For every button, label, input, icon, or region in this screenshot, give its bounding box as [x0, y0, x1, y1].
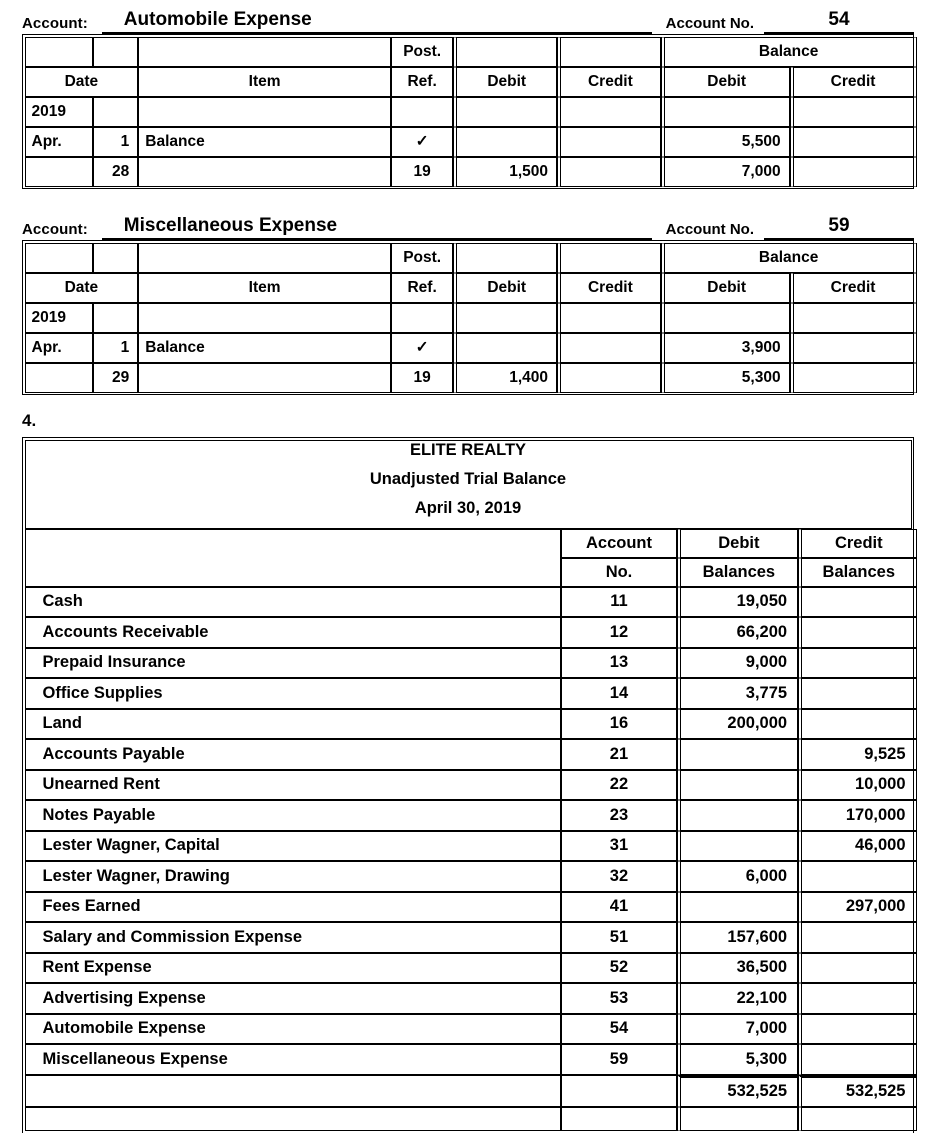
- table-row: [25, 739, 917, 770]
- ledger-header-row-2: [25, 67, 917, 97]
- header-blank-credit: [557, 37, 661, 67]
- table-row: [25, 648, 917, 679]
- blank-cell: [561, 1107, 676, 1131]
- ledger-table-2-frame: [22, 240, 914, 395]
- header-account-no-line2: No.: [561, 558, 676, 587]
- ledger-header-row-1: [25, 243, 917, 273]
- cell-month: Apr.: [25, 333, 93, 363]
- account-no: 14: [561, 678, 676, 709]
- account-no: 52: [561, 953, 676, 984]
- cell-post-ref: 19: [391, 363, 453, 393]
- cell-balance-credit: [790, 333, 917, 363]
- header-blank-item: [138, 37, 391, 67]
- cell-day: [93, 97, 138, 127]
- credit-balance: [798, 709, 916, 740]
- header-account-title-blank: [25, 529, 562, 587]
- cell-item: [138, 303, 391, 333]
- account-no: 41: [561, 892, 676, 923]
- cell-debit: [453, 97, 557, 127]
- cell-item: [138, 363, 391, 393]
- account-title: Land: [25, 709, 562, 740]
- account-name-field: [102, 9, 652, 34]
- cell-debit: [453, 333, 557, 363]
- statement-title: Unadjusted Trial Balance: [369, 469, 567, 488]
- total-debit: 532,525: [677, 1075, 798, 1108]
- header-blank-date: [25, 37, 93, 67]
- header-blank-date: [25, 243, 93, 273]
- cell-credit: [557, 97, 661, 127]
- account-title: Rent Expense: [25, 953, 562, 984]
- cell-credit: [557, 157, 661, 187]
- account-title: Automobile Expense: [25, 1014, 562, 1045]
- cell-item: Balance: [138, 127, 391, 157]
- blank-cell: [798, 1107, 916, 1131]
- debit-balance: 5,300: [677, 1044, 798, 1075]
- account-no: 23: [561, 800, 676, 831]
- debit-balance: 9,000: [677, 648, 798, 679]
- ledger-table-1-frame: [22, 34, 914, 189]
- table-row: [25, 1014, 917, 1045]
- credit-balance: [798, 922, 916, 953]
- trial-balance-title-block: [25, 440, 912, 529]
- blank-cell: [25, 1107, 562, 1131]
- cell-balance-credit: [790, 97, 917, 127]
- credit-balance: [798, 648, 916, 679]
- cell-day: 29: [93, 363, 138, 393]
- account-title: Lester Wagner, Drawing: [25, 861, 562, 892]
- account-title: Accounts Receivable: [25, 617, 562, 648]
- credit-balance: [798, 861, 916, 892]
- cell-month: [25, 363, 93, 393]
- account-title: Unearned Rent: [25, 770, 562, 801]
- credit-balance: 10,000: [798, 770, 916, 801]
- account-no-field: [764, 9, 914, 34]
- account-title: Fees Earned: [25, 892, 562, 923]
- table-row: [25, 1044, 917, 1075]
- account-label: Account:: [22, 15, 88, 32]
- header-credit: Credit: [557, 67, 661, 97]
- header-item: Item: [138, 67, 391, 97]
- cell-debit: 1,400: [453, 363, 557, 393]
- account-title: Advertising Expense: [25, 983, 562, 1014]
- header-blank-day: [93, 243, 138, 273]
- header-balance-debit: Debit: [661, 273, 790, 303]
- cell-post-ref: [391, 97, 453, 127]
- cell-item: [138, 157, 391, 187]
- header-post-ref-line1: Post.: [391, 37, 453, 67]
- table-row: [25, 892, 917, 923]
- table-row: [25, 922, 917, 953]
- credit-balance: 297,000: [798, 892, 916, 923]
- header-balance-group: Balance: [661, 37, 917, 67]
- cell-balance-credit: [790, 157, 917, 187]
- debit-balance: [677, 739, 798, 770]
- account-no: 21: [561, 739, 676, 770]
- cell-balance-debit: 3,900: [661, 333, 790, 363]
- debit-balance: 19,050: [677, 587, 798, 618]
- cell-day: [93, 303, 138, 333]
- account-no: 13: [561, 648, 676, 679]
- header-blank-debit: [453, 37, 557, 67]
- account-title: Prepaid Insurance: [25, 648, 562, 679]
- header-post-ref-line2: Ref.: [391, 67, 453, 97]
- ledger-header-row-2: [25, 273, 917, 303]
- header-balance-group: Balance: [661, 243, 917, 273]
- account-title: Office Supplies: [25, 678, 562, 709]
- account-no: 59: [561, 1044, 676, 1075]
- ledger-row: [25, 333, 917, 363]
- cell-balance-credit: [790, 363, 917, 393]
- debit-balance: [677, 800, 798, 831]
- account-no: 16: [561, 709, 676, 740]
- checkmark-icon: ✓: [391, 127, 453, 157]
- table-row: [25, 770, 917, 801]
- header-debit-line1: Debit: [677, 529, 798, 558]
- table-row: [25, 800, 917, 831]
- debit-balance: 3,775: [677, 678, 798, 709]
- debit-balance: 6,000: [677, 861, 798, 892]
- credit-balance: 170,000: [798, 800, 916, 831]
- cell-debit: [453, 127, 557, 157]
- table-row: [25, 587, 917, 618]
- account-label: Account:: [22, 221, 88, 238]
- company-name: ELITE REALTY: [409, 440, 527, 459]
- debit-balance: [677, 770, 798, 801]
- account-title: Notes Payable: [25, 800, 562, 831]
- credit-balance: [798, 983, 916, 1014]
- header-credit: Credit: [557, 273, 661, 303]
- header-debit-line2: Balances: [677, 558, 798, 587]
- ledger-header-row-1: [25, 37, 917, 67]
- account-title: Salary and Commission Expense: [25, 922, 562, 953]
- totals-row: [25, 1075, 917, 1108]
- header-post-ref-line2: Ref.: [391, 273, 453, 303]
- account-no: 54: [828, 9, 850, 30]
- cell-day: 1: [93, 333, 138, 363]
- cell-credit: [557, 363, 661, 393]
- header-balance-debit: Debit: [661, 67, 790, 97]
- header-credit-line1: Credit: [798, 529, 916, 558]
- debit-balance: 200,000: [677, 709, 798, 740]
- header-blank-credit: [557, 243, 661, 273]
- table-row: [25, 953, 917, 984]
- trial-balance-wrapper: [0, 437, 930, 1133]
- credit-balance: [798, 678, 916, 709]
- statement-date: April 30, 2019: [414, 498, 522, 517]
- account-no: 59: [828, 215, 850, 236]
- table-row: [25, 861, 917, 892]
- credit-balance: [798, 1044, 916, 1075]
- cell-post-ref: 19: [391, 157, 453, 187]
- account-no: 11: [561, 587, 676, 618]
- totals-account-no: [561, 1075, 676, 1108]
- header-balance-credit: Credit: [790, 273, 917, 303]
- ledger-table-1-wrapper: [0, 34, 930, 189]
- ledger-table-2-wrapper: [0, 240, 930, 395]
- cell-month: Apr.: [25, 127, 93, 157]
- blank-cell: [677, 1107, 798, 1131]
- header-debit: Debit: [453, 67, 557, 97]
- ledger-row: [25, 303, 917, 333]
- cell-day: 1: [93, 127, 138, 157]
- table-row: [25, 983, 917, 1014]
- credit-balance: 46,000: [798, 831, 916, 862]
- credit-balance: [798, 617, 916, 648]
- debit-balance: 36,500: [677, 953, 798, 984]
- cell-month: 2019: [25, 303, 93, 333]
- account-name: Automobile Expense: [123, 9, 312, 30]
- cell-balance-debit: [661, 97, 790, 127]
- cell-item: [138, 97, 391, 127]
- debit-balance: 157,600: [677, 922, 798, 953]
- cell-day: 28: [93, 157, 138, 187]
- closing-blank-row: [25, 1107, 917, 1131]
- account-no: 54: [561, 1014, 676, 1045]
- cell-debit: [453, 303, 557, 333]
- cell-month: 2019: [25, 97, 93, 127]
- account-name: Miscellaneous Expense: [123, 215, 338, 236]
- cell-credit: [557, 127, 661, 157]
- ledger-table-automobile-expense: [25, 37, 917, 187]
- trial-balance-frame: [22, 437, 914, 1133]
- cell-balance-debit: [661, 303, 790, 333]
- debit-balance: [677, 831, 798, 862]
- account-no: 51: [561, 922, 676, 953]
- ledger-account-header: [0, 0, 930, 34]
- header-credit-line2: Balances: [798, 558, 916, 587]
- question-number: 4.: [22, 411, 37, 430]
- section-gap: [0, 189, 930, 206]
- cell-credit: [557, 303, 661, 333]
- table-row: [25, 617, 917, 648]
- header-balance-credit: Credit: [790, 67, 917, 97]
- ledger-row: [25, 97, 917, 127]
- account-no: 32: [561, 861, 676, 892]
- account-title: Cash: [25, 587, 562, 618]
- cell-item: Balance: [138, 333, 391, 363]
- header-item: Item: [138, 273, 391, 303]
- cell-balance-credit: [790, 127, 917, 157]
- header-blank-item: [138, 243, 391, 273]
- header-date: Date: [25, 67, 139, 97]
- debit-balance: 22,100: [677, 983, 798, 1014]
- account-name-field: [102, 215, 652, 240]
- header-date: Date: [25, 273, 139, 303]
- account-title: Miscellaneous Expense: [25, 1044, 562, 1075]
- cell-credit: [557, 333, 661, 363]
- account-no-label: Account No.: [665, 15, 754, 32]
- table-row: [25, 831, 917, 862]
- account-no-field: [764, 215, 914, 240]
- trial-balance-table: [25, 529, 917, 1132]
- cell-balance-debit: 5,300: [661, 363, 790, 393]
- trial-balance-header-row: [25, 529, 917, 558]
- table-row: [25, 678, 917, 709]
- debit-balance: [677, 892, 798, 923]
- ledger-row: [25, 127, 917, 157]
- debit-balance: 7,000: [677, 1014, 798, 1045]
- credit-balance: [798, 587, 916, 618]
- totals-label: [25, 1075, 562, 1108]
- header-debit: Debit: [453, 273, 557, 303]
- checkmark-icon: ✓: [391, 333, 453, 363]
- section-gap: [0, 395, 930, 411]
- account-title: Accounts Payable: [25, 739, 562, 770]
- account-title: Lester Wagner, Capital: [25, 831, 562, 862]
- cell-balance-credit: [790, 303, 917, 333]
- table-row: [25, 709, 917, 740]
- account-no-label: Account No.: [665, 221, 754, 238]
- cell-month: [25, 157, 93, 187]
- credit-balance: [798, 953, 916, 984]
- header-blank-debit: [453, 243, 557, 273]
- cell-debit: 1,500: [453, 157, 557, 187]
- header-account-no-line1: Account: [561, 529, 676, 558]
- account-no: 22: [561, 770, 676, 801]
- ledger-account-header: [0, 206, 930, 240]
- header-post-ref-line1: Post.: [391, 243, 453, 273]
- debit-balance: 66,200: [677, 617, 798, 648]
- ledger-table-miscellaneous-expense: [25, 243, 917, 393]
- ledger-row: [25, 363, 917, 393]
- account-no: 31: [561, 831, 676, 862]
- total-credit: 532,525: [798, 1075, 916, 1108]
- credit-balance: 9,525: [798, 739, 916, 770]
- ledger-row: [25, 157, 917, 187]
- cell-post-ref: [391, 303, 453, 333]
- cell-balance-debit: 7,000: [661, 157, 790, 187]
- account-no: 12: [561, 617, 676, 648]
- credit-balance: [798, 1014, 916, 1045]
- cell-balance-debit: 5,500: [661, 127, 790, 157]
- header-blank-day: [93, 37, 138, 67]
- account-no: 53: [561, 983, 676, 1014]
